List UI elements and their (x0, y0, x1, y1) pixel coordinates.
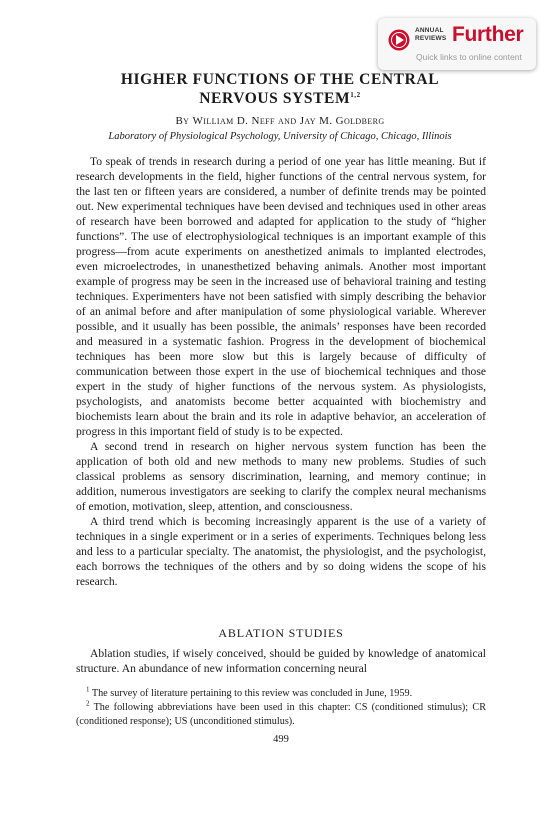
further-label[interactable]: Further (452, 23, 524, 46)
annual-reviews-further-badge[interactable] (378, 18, 536, 70)
paragraph: A second trend in research on higher nervous system function has been the application of both old and new methods to many new problems. Studies of such classical problems as sensory discrimination, learning, and memory continue; in addition, numerous investigators are seeking to clarify the complex neural mechanisms of emotion, motivation, sleep, attention, and consciousness. (76, 440, 486, 513)
footnote-mark: 2 (86, 699, 90, 708)
brand-line-annual: ANNUAL (415, 27, 444, 34)
author-neff: William D. Neff (192, 115, 275, 127)
footnote-mark: 1 (86, 685, 90, 694)
article-title-line2 (60, 90, 500, 108)
footnote-text: The following abbreviations have been used in this chapter: CS (conditioned stimulus); CR (conditioned response); US (unconditioned stimulus). (76, 702, 486, 727)
annual-reviews-wordmark (415, 27, 446, 42)
footnotes (76, 687, 486, 729)
byline-and: and (277, 115, 297, 127)
article-body (76, 154, 486, 589)
affiliation: Laboratory of Physiological Psychology, University of Chicago, Chicago, Illinois (108, 131, 452, 142)
byline-by: By (175, 115, 190, 127)
footnote (76, 687, 486, 701)
article-title-text: NERVOUS SYSTEM (199, 90, 351, 107)
footnote-text: The survey of literature pertaining to this review was concluded in June, 1959. (89, 688, 413, 699)
brand-line-reviews: REVIEWS (415, 34, 447, 42)
byline (60, 115, 500, 127)
annual-reviews-logo-icon (388, 29, 410, 51)
ablation-section-body (76, 646, 486, 676)
footnote (76, 701, 486, 729)
title-footnote-marks: 1,2 (350, 90, 361, 99)
article-title-line1: HIGHER FUNCTIONS OF THE CENTRAL (120, 71, 440, 88)
quick-links-text[interactable]: Quick links to online content (416, 52, 522, 62)
paragraph: A third trend which is becoming increasingly apparent is the use of a variety of techniques in a single experiment or in a series of experiments. Techniques belong less and less to a particular specialty. The anatomist, the physiologist, and the psychologist, each borrows the techniques of the others and by so doing widens the scope of his research. (76, 515, 486, 588)
paragraph: To speak of trends in research during a period of one year has little meaning. But if research developments in the field, higher functions of the central nervous system, for the last ten or fifteen years are considered, a number of definite trends may be pointed out. New experimental techniques have been devised and techniques used in other areas of research have been borrowed and adapted for application to the study of “higher functions”. The use of electrophysiological techniques is an important example of this progress—from acute experiments on anesthetized animals to implanted electrodes, even microelectrodes, in unanesthetized behaving animals. Another most important example of progress may be seen in the increased use of behavioral training and testing techniques. Experimenters have not been satisfied with simply describing the behavior of an animal before and after manipulation of some physiological variable. Wherever possible, and it usually has been possible, the animals’ responses have been recorded and measured in a systematic fashion. Progress in the development of biochemical techniques has been more slow but this is largely because of difficulty of communication between those expert in the use of biochemical techniques and those expert in the study of higher functions of the nervous system. As physiologists, psychologists, and anatomists become better acquainted with biochemistry and biochemists learn about the brain and its role in adaptive behavior, an acceleration of progress in this important field of study is to be expected. (76, 155, 486, 438)
page-number: 499 (273, 734, 289, 745)
paragraph: Ablation studies, if wisely conceived, should be guided by knowledge of anatomical structure. An abundance of new information concerning neural (76, 647, 486, 675)
author-goldberg: Jay M. Goldberg (299, 115, 385, 127)
section-heading: ABLATION STUDIES (218, 626, 344, 640)
